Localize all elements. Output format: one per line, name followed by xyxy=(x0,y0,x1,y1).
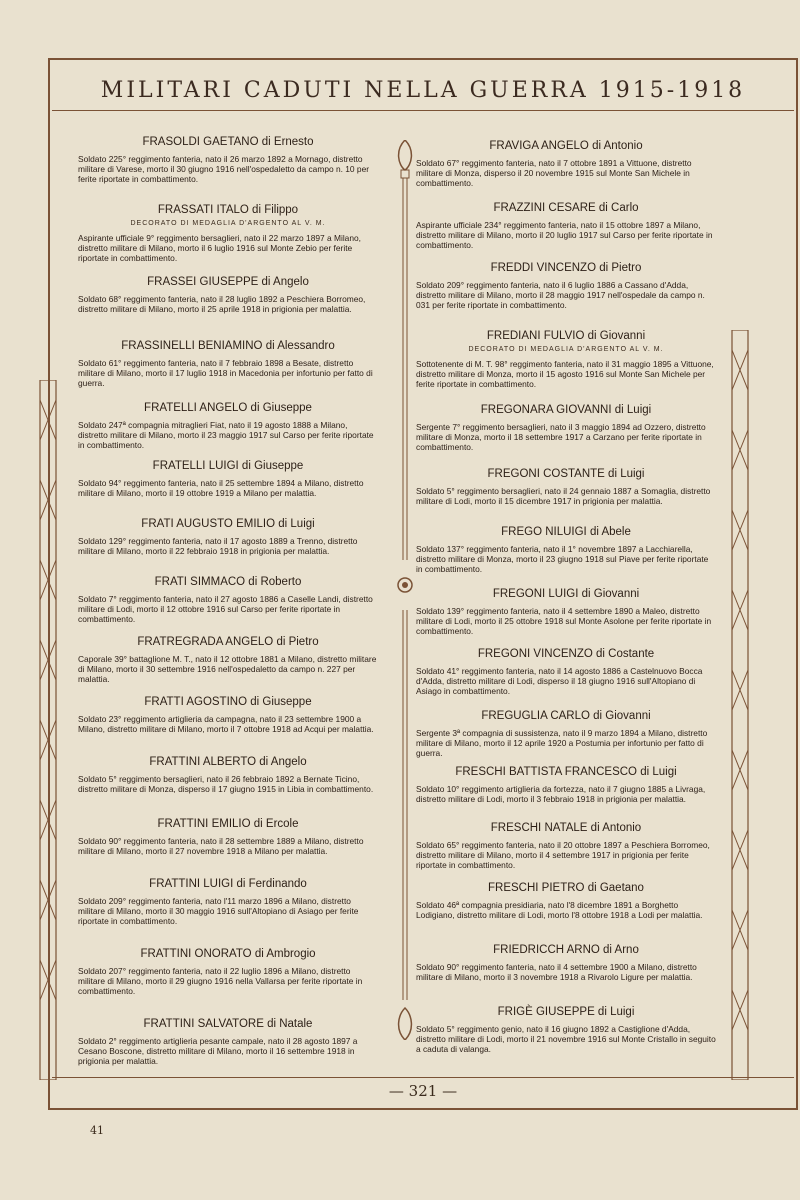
entry-text: Soldato 139° reggimento fanteria, nato il 4 settembre 1890 a Maleo, distretto militare di Lodi, morto il 25 ottobre 1918 sul Monte Asolone per ferite riportate in combattimento. xyxy=(416,606,712,636)
entry-text: Soldato 67° reggimento fanteria, nato il 7 ottobre 1891 a Vittuone, distretto militare di Monza, disperso il 20 novembre 1915 sul Monte San Michele in combattimento. xyxy=(416,158,692,188)
entry-text: Sottotenente di M. T. 98° reggimento fanteria, nato il 31 maggio 1895 a Vittuone, distretto militare di Monza, morto il 15 agosto 1916 sul Monte San Michele per ferite riportate in combattimento. xyxy=(416,359,714,389)
entry-name: FRASSINELLI BENIAMINO di Alessandro xyxy=(121,340,335,352)
entry-text: Soldato 137° reggimento fanteria, nato il 1° novembre 1897 a Lacchiarella, distretto militare di Monza, morto il 23 giugno 1918 sul Piave per ferite riportate in combattimento. xyxy=(416,544,709,574)
entry xyxy=(78,1018,378,1066)
entry-name: FRASOLDI GAETANO di Ernesto xyxy=(142,136,314,148)
entry xyxy=(416,822,716,870)
entry-text: Soldato 10° reggimento artiglieria da fortezza, nato il 7 giugno 1885 a Livraga, distretto militare di Lodi, morto il 3 febbraio 1918 in prigionia per malattia. xyxy=(416,784,706,804)
entry xyxy=(78,518,378,556)
entry xyxy=(78,402,378,450)
entry xyxy=(78,460,378,498)
entry xyxy=(416,710,716,758)
entry-name: FRATI SIMMACO di Roberto xyxy=(154,576,302,588)
entry-name: FREGONARA GIOVANNI di Luigi xyxy=(480,404,652,416)
entry-text: Caporale 39° battaglione M. T., nato il 12 ottobre 1881 a Milano, distretto militare di Milano, morto il 30 settembre 1916 nell'ospedaletto da campo n. 227 per malattia. xyxy=(78,654,377,684)
entry-name: FRATTINI SALVATORE di Natale xyxy=(143,1018,313,1030)
entry xyxy=(416,468,716,506)
entry xyxy=(78,276,378,314)
entry-text: Soldato 46ª compagnia presidiaria, nato l'8 dicembre 1891 a Borghetto Lodigiano, distretto militare di Lodi, morto l'8 ottobre 1918 a Lodi per malattia. xyxy=(416,900,703,920)
entry-name: FRATTINI LUIGI di Ferdinando xyxy=(149,878,307,890)
entry xyxy=(416,648,716,696)
entry xyxy=(78,636,378,684)
entry-name: FRESCHI NATALE di Antonio xyxy=(490,822,642,834)
entry-name: FRESCHI PIETRO di Gaetano xyxy=(488,882,644,894)
page-title: MILITARI CADUTI NELLA GUERRA 1915-1918 xyxy=(100,78,746,103)
entry xyxy=(78,818,378,856)
fasces-right-icon xyxy=(728,330,752,1080)
entry xyxy=(416,140,716,188)
entry xyxy=(416,262,716,310)
entry xyxy=(416,882,716,920)
entry-text: Aspirante ufficiale 9° reggimento bersaglieri, nato il 22 marzo 1897 a Milano, distretto militare di Milano, morto il 6 luglio 1916 sul Monte Zebio per ferite riportate in combattimento. xyxy=(78,233,361,263)
entry-name: FREGO NILUIGI di Abele xyxy=(501,526,631,538)
entry xyxy=(78,340,378,388)
entry-name: FREGONI COSTANTE di Luigi xyxy=(487,468,645,480)
entry-name: FRIEDRICCH ARNO di Arno xyxy=(493,944,639,956)
entry-text: Soldato 65° reggimento fanteria, nato il 20 ottobre 1897 a Peschiera Borromeo, distretto militare di Milano, morto il 4 settembre 1917 in prigionia per ferite riportate in combattimento. xyxy=(416,840,710,870)
entry-text: Soldato 2° reggimento artiglieria pesante campale, nato il 28 agosto 1897 a Cesano Boscone, distretto militare di Milano, morto il 16 settembre 1918 in prigionia per malattia. xyxy=(78,1036,358,1066)
entry-name: FRASSATI ITALO di Filippo xyxy=(157,204,299,216)
entry-name: FRATREGRADA ANGELO di Pietro xyxy=(137,636,319,648)
torch-pole-icon xyxy=(390,140,420,1040)
entry xyxy=(416,404,716,452)
entry-name: FRAVIGA ANGELO di Antonio xyxy=(489,140,643,152)
fasces-left-icon xyxy=(36,380,60,1080)
entry xyxy=(416,766,716,804)
entry-name: FRESCHI BATTISTA FRANCESCO di Luigi xyxy=(455,766,677,778)
medal-note: DECORATO DI MEDAGLIA D'ARGENTO AL V. M. xyxy=(130,220,326,227)
entry-text: Soldato 94° reggimento fanteria, nato il 25 settembre 1894 a Milano, distretto militare di Milano, morto il 19 ottobre 1919 a Milano per malattia. xyxy=(78,478,364,498)
entry-text: Soldato 207° reggimento fanteria, nato il 22 luglio 1896 a Milano, distretto militare di Milano, morto il 29 giugno 1916 nella Vallarsa per ferite riportate in combattimento. xyxy=(78,966,363,996)
entry-name: FRATTINI ALBERTO di Angelo xyxy=(149,756,307,768)
entry-name: FREGONI VINCENZO di Costante xyxy=(477,648,655,660)
entry xyxy=(78,696,378,734)
entry xyxy=(78,204,378,263)
entry-text: Soldato 90° reggimento fanteria, nato il 4 settembre 1900 a Milano, distretto militare di Milano, morto il 3 novembre 1918 a Rivarolo Ligure per malattia. xyxy=(416,962,697,982)
entry-text: Sergente 3ª compagnia di sussistenza, nato il 9 marzo 1894 a Milano, distretto militare di Milano, morto il 12 aprile 1920 a Postumia per infortunio per fatto di guerra. xyxy=(416,728,708,758)
entry-text: Soldato 5° reggimento genio, nato il 16 giugno 1892 a Castiglione d'Adda, distretto militare di Lodi, morto il 21 novembre 1916 sul Monte Cristallo in seguito a caduta di valanga. xyxy=(416,1024,716,1054)
sheet-number: 41 xyxy=(90,1124,104,1137)
entry-name: FRATTINI EMILIO di Ercole xyxy=(157,818,299,830)
entry-text: Soldato 209° reggimento fanteria, nato l'11 marzo 1896 a Milano, distretto militare di Milano, morto il 30 maggio 1916 sull'Altopiano di Asiago per ferite riportate in combattimento. xyxy=(78,896,359,926)
entry-text: Soldato 7° reggimento fanteria, nato il 27 agosto 1886 a Caselle Landi, distretto militare di Lodi, morto il 12 ottobre 1916 sul Carso per ferite riportate in combattimento. xyxy=(78,594,373,624)
entry-text: Soldato 5° reggimento bersaglieri, nato il 24 gennaio 1887 a Somaglia, distretto militare di Lodi, morto il 15 dicembre 1917 in prigionia per malattia. xyxy=(416,486,711,506)
page-number: — 321 — xyxy=(388,1082,458,1100)
entry xyxy=(78,756,378,794)
entry-name: FRATTI AGOSTINO di Giuseppe xyxy=(144,696,312,708)
entry-text: Soldato 90° reggimento fanteria, nato il 28 settembre 1889 a Milano, distretto militare di Milano, morto il 27 novembre 1918 a Milano per malattia. xyxy=(78,836,364,856)
entry xyxy=(416,202,716,250)
entry-name: FREGUGLIA CARLO di Giovanni xyxy=(481,710,651,722)
entry-text: Soldato 209° reggimento fanteria, nato il 6 luglio 1886 a Cassano d'Adda, distretto militare di Milano, morto il 28 maggio 1917 nell'ospedale da campo n. 031 per ferite riportate in combattimento. xyxy=(416,280,705,310)
entry-text: Soldato 5° reggimento bersaglieri, nato il 26 febbraio 1892 a Bernate Ticino, distretto militare di Monza, disperso il 17 giugno 1915 in Libia in combattimento. xyxy=(78,774,374,794)
entry xyxy=(416,1006,716,1054)
entry xyxy=(78,576,378,624)
entry-name: FRATELLI ANGELO di Giuseppe xyxy=(144,402,312,414)
entry-text: Sergente 7° reggimento bersaglieri, nato il 3 maggio 1894 ad Ozzero, distretto militare di Monza, morto il 18 settembre 1917 a Carzano per ferite riportate in combattimento. xyxy=(416,422,706,452)
entry-text: Soldato 61° reggimento fanteria, nato il 7 febbraio 1898 a Besate, distretto militare di Milano, morto il 17 luglio 1918 in Macedonia per infortunio per fatto di guerra. xyxy=(78,358,373,388)
entry-name: FRASSEI GIUSEPPE di Angelo xyxy=(147,276,309,288)
entry-text: Soldato 68° reggimento fanteria, nato il 28 luglio 1892 a Peschiera Borromeo, distretto militare di Milano, morto il 25 aprile 1918 in prigionia per malattia. xyxy=(78,294,366,314)
entry xyxy=(416,526,716,574)
entry-name: FRAZZINI CESARE di Carlo xyxy=(493,202,639,214)
entry xyxy=(416,588,716,636)
entry xyxy=(78,136,378,184)
entry-name: FRATI AUGUSTO EMILIO di Luigi xyxy=(141,518,315,530)
entry-name: FRATTINI ONORATO di Ambrogio xyxy=(140,948,316,960)
entry-text: Soldato 41° reggimento fanteria, nato il 14 agosto 1886 a Castelnuovo Bocca d'Adda, distretto militare di Lodi, disperso il 18 giugno 1916 sull'Altopiano di Asiago in combattimento. xyxy=(416,666,703,696)
entry-text: Soldato 129° reggimento fanteria, nato il 17 agosto 1889 a Trenno, distretto militare di Milano, morto il 22 febbraio 1918 in prigionia per malattia. xyxy=(78,536,358,556)
entry-text: Soldato 23° reggimento artiglieria da campagna, nato il 23 settembre 1900 a Milano, distretto militare di Milano, morto il 7 ottobre 1918 ad Acqui per malattia. xyxy=(78,714,374,734)
entry-name: FRATELLI LUIGI di Giuseppe xyxy=(152,460,304,472)
entry-text: Aspirante ufficiale 234° reggimento fanteria, nato il 15 ottobre 1897 a Milano, distretto militare di Milano, morto il 20 luglio 1917 sul Carso per ferite riportate in combattimento. xyxy=(416,220,713,250)
entry-text: Soldato 247ª compagnia mitraglieri Fiat, nato il 19 agosto 1888 a Milano, distretto militare di Milano, morto il 23 maggio 1917 sul Carso per ferite riportate in combattimento. xyxy=(78,420,374,450)
entry-name: FREDIANI FULVIO di Giovanni xyxy=(486,330,646,342)
entry xyxy=(78,878,378,926)
entry xyxy=(416,944,716,982)
entry xyxy=(78,948,378,996)
entry-name: FRIGÈ GIUSEPPE di Luigi xyxy=(497,1006,635,1018)
medal-note: DECORATO DI MEDAGLIA D'ARGENTO AL V. M. xyxy=(468,346,664,353)
entry xyxy=(416,330,716,389)
entry-text: Soldato 225° reggimento fanteria, nato il 26 marzo 1892 a Mornago, distretto militare di Varese, morto il 30 giugno 1916 nell'ospedaletto da campo n. 10 per ferite riportate in combattimento. xyxy=(78,154,370,184)
entry-name: FREGONI LUIGI di Giovanni xyxy=(492,588,640,600)
entry-name: FREDDI VINCENZO di Pietro xyxy=(490,262,642,274)
